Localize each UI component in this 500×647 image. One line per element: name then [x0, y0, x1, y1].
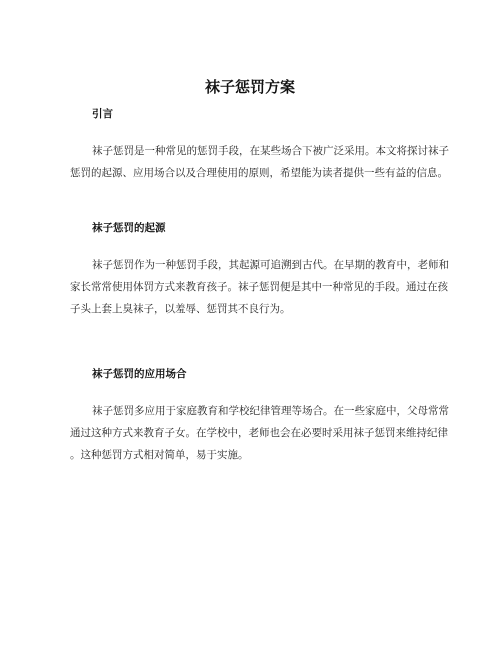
paragraph-line: 袜子惩罚多应用于家庭教育和学校纪律管理等场合。在一些家庭中，父母常常	[92, 405, 449, 417]
paragraph-line: 袜子惩罚作为一种惩罚手段，其起源可追溯到古代。在早期的教育中，老师和	[92, 259, 449, 271]
paragraph-line: 。这种惩罚方式相对简单，易于实施。	[70, 449, 249, 461]
document-title: 袜子惩罚方案	[204, 78, 295, 96]
section-paragraph-origin	[70, 254, 449, 320]
paragraph-line: 惩罚的起源、应用场合以及合理使用的原则，希望能为读者提供一些有益的信息。	[70, 167, 448, 179]
section-heading-origin: 袜子惩罚的起源	[92, 222, 166, 234]
paragraph-line: 子头上套上臭袜子，以羞辱、惩罚其不良行为。	[70, 303, 291, 315]
section-paragraph-applications	[70, 400, 449, 466]
paragraph-line: 通过这种方式来教育子女。在学校中，老师也会在必要时采用袜子惩罚来维持纪律	[70, 427, 448, 439]
paragraph-line: 袜子惩罚是一种常见的惩罚手段，在某些场合下被广泛采用。本文将探讨袜子	[92, 145, 449, 157]
paragraph-line: 家长常常使用体罚方式来教育孩子。袜子惩罚便是其中一种常见的手段。通过在孩	[70, 281, 448, 293]
section-heading-intro: 引言	[92, 108, 113, 120]
section-paragraph-intro	[70, 140, 449, 184]
section-heading-applications: 袜子惩罚的应用场合	[92, 368, 187, 380]
